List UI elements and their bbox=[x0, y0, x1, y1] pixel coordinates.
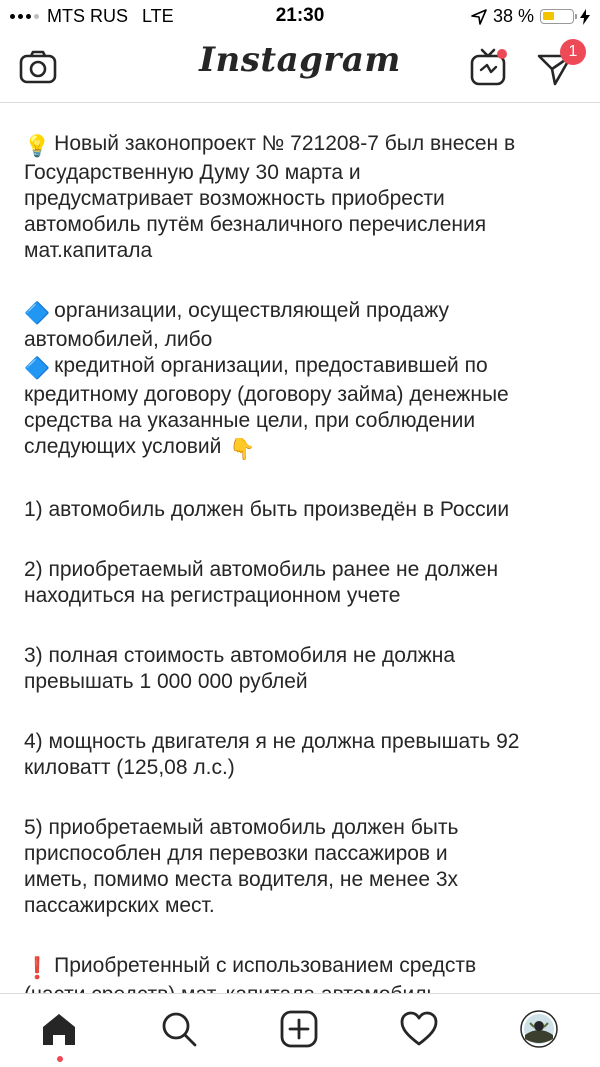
emoji-icon: 🔷 bbox=[24, 357, 51, 380]
post-caption bbox=[0, 103, 600, 1008]
post-paragraph bbox=[24, 557, 574, 609]
emoji-icon: ❗ bbox=[24, 957, 51, 980]
post-line-text: 2) приобретаемый автомобиль ранее не должен bbox=[24, 558, 499, 581]
post-line-text: киловатт (125,08 л.с.) bbox=[24, 756, 235, 779]
post-line-text: следующих условий bbox=[24, 435, 222, 458]
post-line bbox=[24, 729, 574, 755]
battery-percent: 38 % bbox=[492, 6, 534, 26]
igtv-icon[interactable] bbox=[468, 46, 508, 86]
add-post-icon bbox=[279, 1009, 319, 1049]
post-line-text: организации, осуществляющей продажу bbox=[54, 299, 450, 322]
active-tab-indicator bbox=[57, 1056, 63, 1062]
charging-bolt-icon bbox=[580, 9, 590, 25]
post-line bbox=[24, 327, 574, 353]
home-icon bbox=[39, 1009, 79, 1049]
post-line-text: Новый законопроект № 721208-7 был внесен в bbox=[54, 132, 516, 155]
post-paragraph bbox=[24, 131, 574, 264]
avatar bbox=[519, 1009, 559, 1049]
post-line bbox=[24, 212, 574, 238]
post-line bbox=[24, 382, 574, 408]
post-line bbox=[24, 353, 574, 382]
post-line bbox=[24, 186, 574, 212]
post-line-text: находиться на регистрационном учете bbox=[24, 584, 401, 607]
post-line bbox=[24, 841, 574, 867]
post-line-text: 3) полная стоимость автомобиля не должна bbox=[24, 644, 456, 667]
post-line bbox=[24, 755, 574, 781]
search-icon bbox=[159, 1009, 199, 1049]
network-type: LTE bbox=[142, 6, 174, 26]
post-line-text: автомобиль путём безналичного перечисления bbox=[24, 213, 487, 236]
post-line-text: 4) мощность двигателя я не должна превышать 92 bbox=[24, 730, 520, 753]
location-arrow-icon bbox=[471, 9, 487, 25]
new-content-dot bbox=[497, 49, 507, 59]
bottom-tab-bar bbox=[0, 993, 600, 1067]
post-line bbox=[24, 238, 574, 264]
post-line-text: Государственную Думу 30 марта и bbox=[24, 161, 361, 184]
notification-badge: 1 bbox=[560, 39, 586, 65]
post-line-text: предусматривает возможность приобрести bbox=[24, 187, 445, 210]
status-right bbox=[471, 6, 590, 27]
post-line-text: 5) приобретаемый автомобиль должен быть bbox=[24, 816, 459, 839]
post-line-text: кредитному договору (договору займа) денежные bbox=[24, 383, 509, 406]
post-line bbox=[24, 408, 574, 434]
pointing-down-emoji-icon: 👇 bbox=[229, 438, 256, 461]
emoji-icon: 🔷 bbox=[24, 302, 51, 325]
post-line bbox=[24, 497, 574, 523]
post-line bbox=[24, 867, 574, 893]
post-line bbox=[24, 583, 574, 609]
post-paragraph bbox=[24, 497, 574, 523]
post-line-text: пассажирских мест. bbox=[24, 894, 215, 917]
post-line bbox=[24, 643, 574, 669]
post-line bbox=[24, 669, 574, 695]
post-paragraph bbox=[24, 298, 574, 353]
post-paragraph bbox=[24, 353, 574, 463]
status-bar bbox=[0, 0, 600, 34]
post-content bbox=[0, 103, 600, 993]
post-paragraph bbox=[24, 643, 574, 695]
post-line-text: иметь, помимо места водителя, не менее 3х bbox=[24, 868, 459, 891]
tab-new-post[interactable] bbox=[274, 1004, 324, 1054]
post-line-text: автомобилей, либо bbox=[24, 328, 213, 351]
post-paragraph bbox=[24, 815, 574, 919]
post-line-text: превышать 1 000 000 рублей bbox=[24, 670, 308, 693]
battery-icon bbox=[540, 9, 574, 24]
post-line-text: кредитной организации, предоставившей по bbox=[54, 354, 488, 377]
heart-icon bbox=[399, 1009, 439, 1049]
post-line-text: 1) автомобиль должен быть произведён в России bbox=[24, 498, 510, 521]
post-line-text: мат.капитала bbox=[24, 239, 153, 262]
instagram-logo: Instagram bbox=[199, 40, 401, 80]
tab-profile[interactable] bbox=[514, 1004, 564, 1054]
post-line bbox=[24, 953, 574, 982]
clock: 21:30 bbox=[275, 5, 325, 26]
tab-search[interactable] bbox=[154, 1004, 204, 1054]
post-line bbox=[24, 298, 574, 327]
post-line-text: приспособлен для перевозки пассажиров и bbox=[24, 842, 448, 865]
carrier-name: MTS RUS bbox=[47, 6, 128, 26]
emoji-icon: 💡 bbox=[24, 135, 51, 158]
post-line bbox=[24, 557, 574, 583]
post-line bbox=[24, 815, 574, 841]
post-line bbox=[24, 131, 574, 160]
post-line bbox=[24, 434, 574, 463]
tab-activity[interactable] bbox=[394, 1004, 444, 1054]
top-navigation bbox=[0, 34, 600, 103]
post-line bbox=[24, 160, 574, 186]
post-paragraph bbox=[24, 729, 574, 781]
tab-home[interactable] bbox=[34, 1004, 84, 1054]
post-line-text: Приобретенный с использованием средств bbox=[54, 954, 477, 977]
post-line bbox=[24, 893, 574, 919]
post-line-text: средства на указанные цели, при соблюдении bbox=[24, 409, 476, 432]
